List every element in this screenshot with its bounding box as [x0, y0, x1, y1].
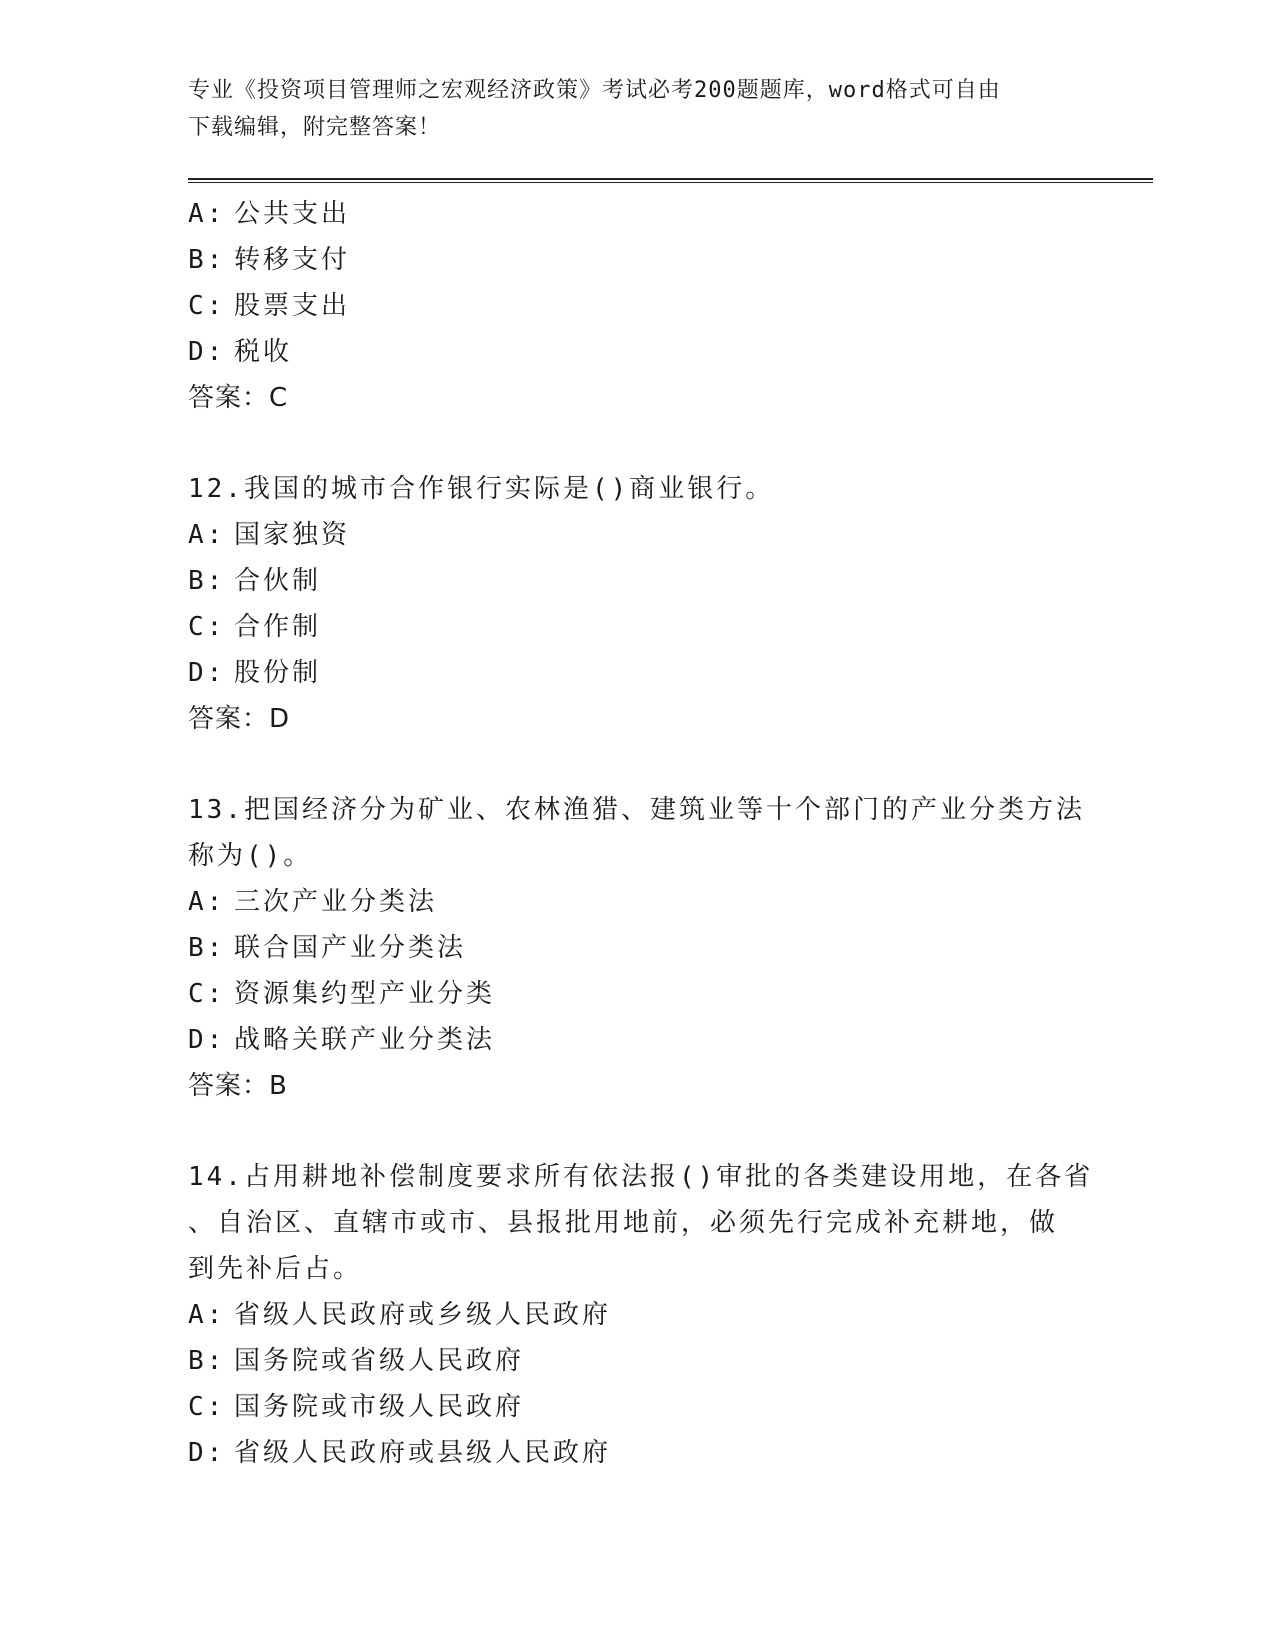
question-text-line-1: 14.占用耕地补偿制度要求所有依法报()审批的各类建设用地，在各省 [188, 1162, 1094, 1192]
question-text-line-2: 、自治区、直辖市或市、县报批用地前，必须先行完成补充耕地，做 [188, 1208, 1059, 1238]
option-d: D: 股份制 [188, 658, 322, 688]
header-line-2: 下载编辑，附完整答案！ [188, 115, 442, 140]
option-c: C: 股票支出 [188, 291, 351, 321]
question-text-line-2: 称为()。 [188, 841, 313, 871]
question-11-options [188, 191, 1088, 421]
document-header [188, 72, 1068, 146]
option-b: B: 联合国产业分类法 [188, 933, 467, 963]
option-b: B: 合伙制 [188, 566, 322, 596]
question-text-line-3: 到先补后占。 [188, 1254, 363, 1284]
question-12 [188, 466, 1088, 742]
option-d: D: 省级人民政府或县级人民政府 [188, 1438, 612, 1468]
option-c: C: 资源集约型产业分类 [188, 979, 496, 1009]
answer-line: 答案：C [188, 383, 289, 413]
option-a: A: 三次产业分类法 [188, 887, 438, 917]
question-text: 12.我国的城市合作银行实际是()商业银行。 [188, 474, 775, 504]
header-line-1: 专业《投资项目管理师之宏观经济政策》考试必考200题题库，word格式可自由 [188, 78, 1001, 103]
option-a: A: 公共支出 [188, 199, 351, 229]
option-d: D: 税收 [188, 337, 293, 367]
option-b: B: 转移支付 [188, 245, 351, 275]
option-c: C: 国务院或市级人民政府 [188, 1392, 525, 1422]
question-14 [188, 1154, 1094, 1476]
answer-line: 答案：D [188, 704, 291, 734]
header-divider [188, 178, 1153, 183]
option-c: C: 合作制 [188, 612, 322, 642]
option-a: A: 省级人民政府或乡级人民政府 [188, 1300, 612, 1330]
question-list [188, 191, 1094, 1476]
option-d: D: 战略关联产业分类法 [188, 1025, 496, 1055]
option-b: B: 国务院或省级人民政府 [188, 1346, 525, 1376]
option-a: A: 国家独资 [188, 520, 351, 550]
question-text-line-1: 13.把国经济分为矿业、农林渔猎、建筑业等十个部门的产业分类方法 [188, 795, 1085, 825]
answer-line: 答案：B [188, 1071, 288, 1101]
question-13 [188, 787, 1088, 1109]
